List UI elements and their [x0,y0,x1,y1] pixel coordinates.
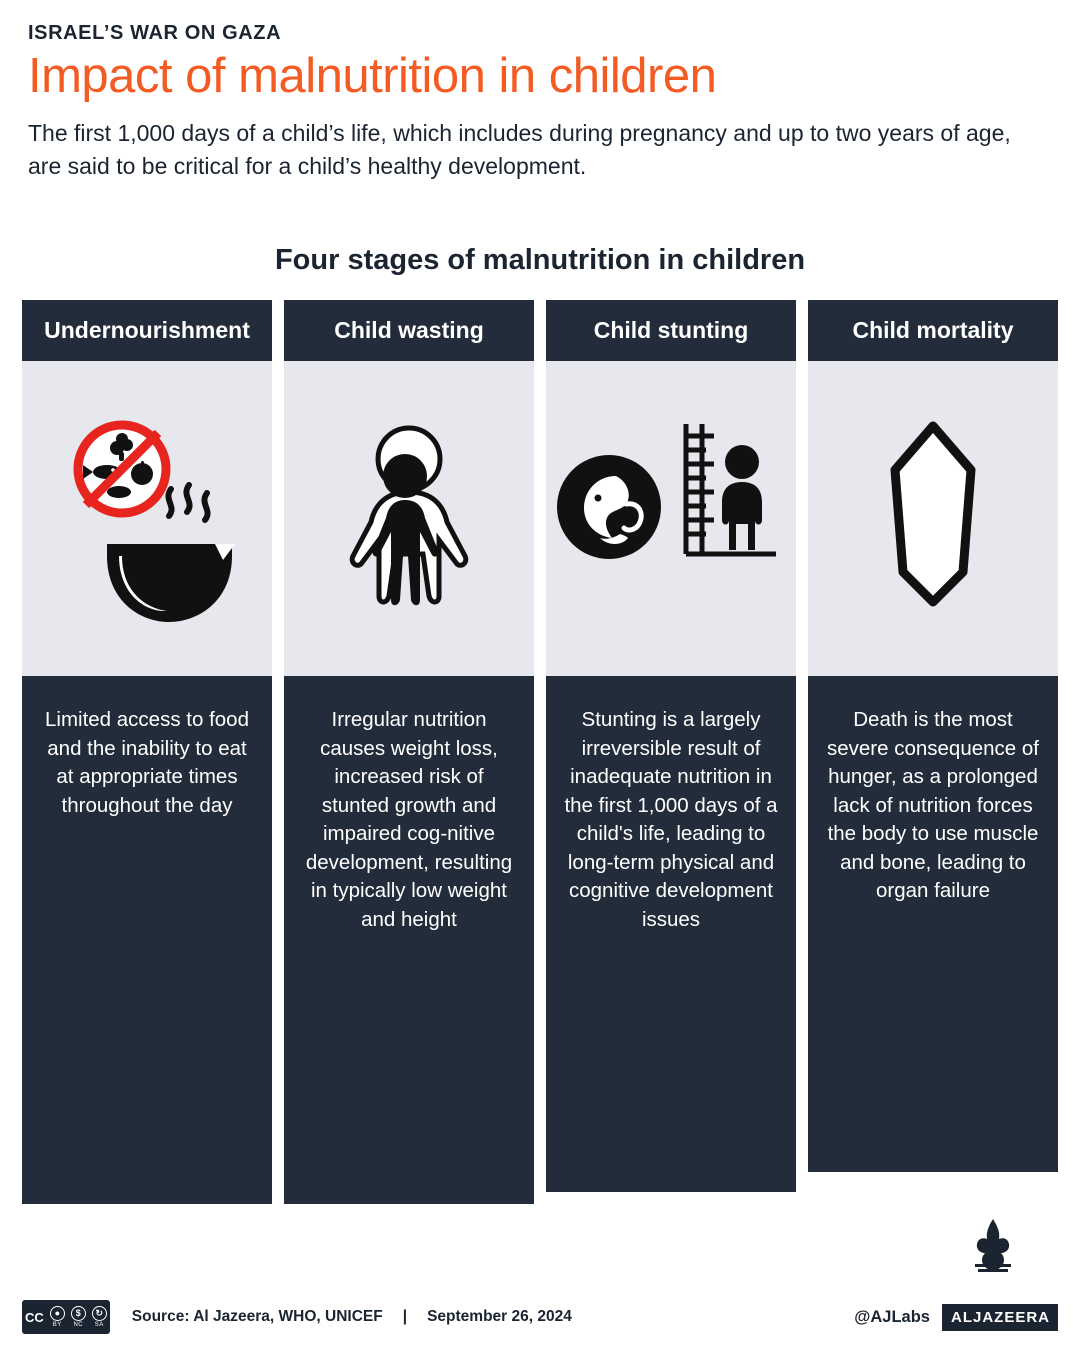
footer-divider: | [402,1308,408,1325]
stages-row [0,300,1080,1204]
share-alike-icon: ↻ [92,1306,107,1321]
ajlabs-handle[interactable]: @AJLabs [854,1307,930,1326]
stage-description: Stunting is a largely irreversible result of inadequate nutrition in the first 1,000 days of a child's life, leading to long-term physical and cognitive development issues [546,676,796,1192]
standfirst: The first 1,000 days of a child’s life, which includes during pregnancy and up to two years of age, are said to be critical for a child’s healthy development. [28,119,1011,179]
header [0,0,1080,182]
section-title: Four stages of malnutrition in children [274,244,806,277]
fetus-and-height-chart-icon [546,361,796,676]
person-icon: ● [50,1306,65,1321]
page-title: Impact of malnutrition in children [28,49,717,103]
cc-badge[interactable] [22,1300,110,1334]
stage-title: Child mortality [808,300,1058,361]
aljazeera-logo-mark [966,1217,1020,1278]
cc-cell-by [47,1306,68,1329]
stage-description: Irregular nutrition causes weight loss, increased risk of stunted growth and impaired cog-nitive development, resulting in typically low weight and height [284,676,534,1204]
no-food-bowl-icon [22,361,272,676]
footer [0,1284,1080,1350]
stage-description: Death is the most severe consequence of hunger, as a prolonged lack of nutrition forces the body to use muscle and bone, leading to organ failure [808,676,1058,1172]
stage-card-undernourishment [22,300,272,1204]
cc-cell-cc [22,1311,47,1324]
cc-cell-sa [89,1306,110,1329]
cc-by-label: BY [52,1321,62,1328]
source-label [132,1308,383,1326]
coffin-icon [808,361,1058,676]
source-prefix: Source: [131,1308,190,1325]
stage-title: Child stunting [546,300,796,361]
stage-title: Child wasting [284,300,534,361]
stage-card-child-wasting [284,300,534,1204]
publish-date: September 26, 2024 [427,1308,572,1325]
cc-label: CC [25,1309,44,1325]
creative-commons-license[interactable] [22,1300,110,1334]
stage-card-child-stunting [546,300,796,1192]
cc-sa-label: SA [94,1321,104,1328]
stage-card-child-mortality [808,300,1058,1172]
no-commercial-icon: $ [71,1306,86,1321]
kicker: ISRAEL’S WAR ON GAZA [28,22,282,44]
brand-block [854,1304,1058,1331]
cc-nc-label: NC [73,1321,84,1328]
thin-child-figure-icon [284,361,534,676]
stage-title: Undernourishment [22,300,272,361]
source-value: Al Jazeera, WHO, UNICEF [193,1308,383,1325]
aljazeera-wordmark: ALJAZEERA [942,1304,1058,1331]
stage-description: Limited access to food and the inability to eat at appropriate times throughout the day [22,676,272,1204]
cc-cell-nc [68,1306,89,1329]
